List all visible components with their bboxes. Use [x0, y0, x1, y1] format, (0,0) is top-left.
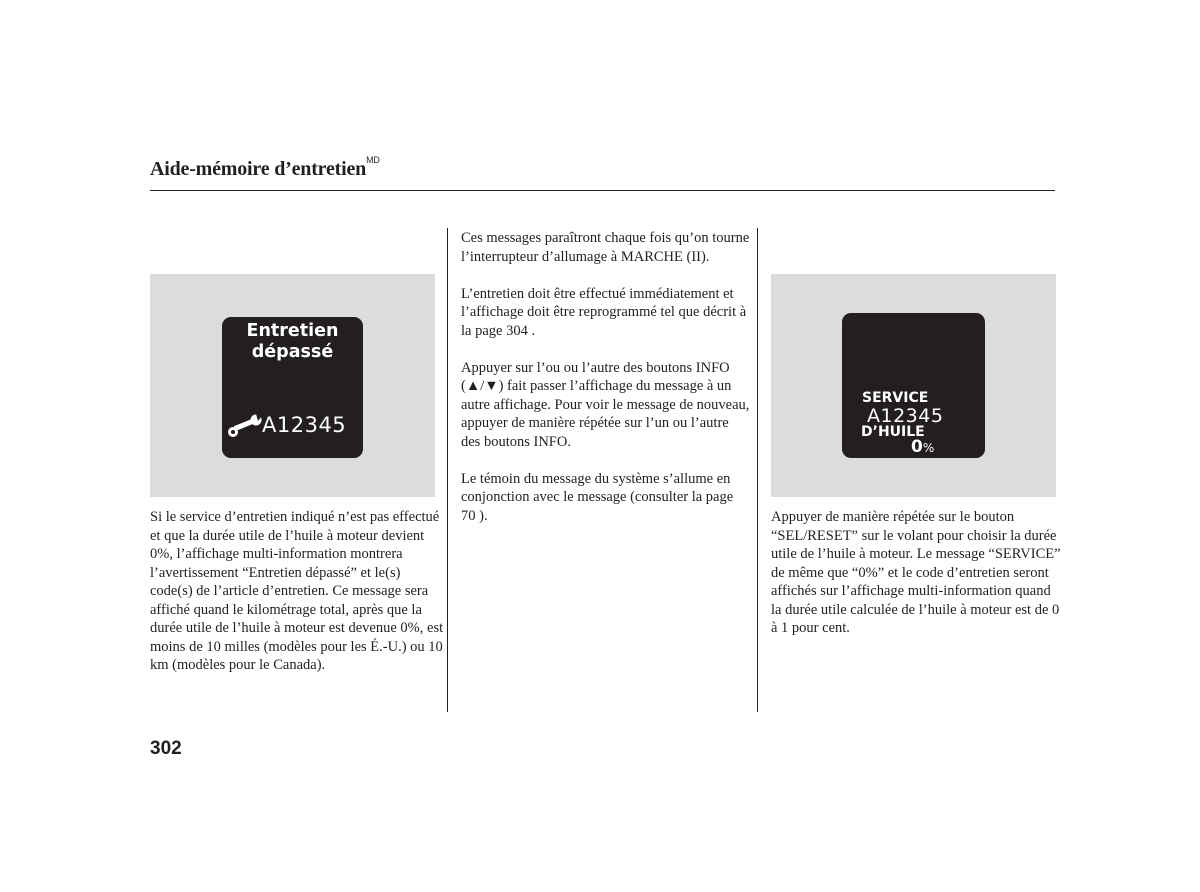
col1-paragraph: Si le service d’entretien indiqué n’est pas effectué et que la durée utile de l’huile à moteur devient 0%, l’affichage multi-information montrera l’avertissement “Entretien dépassé” et le(s) code(s) de l’article d’entretien. Ce message sera affiché quand le kilométrage total, après que la durée utile de l’huile à moteur est devenue 0%, est moins de 10 milles (modèles pour les É.-U.) ou 10 km (modèles pour le Canada). — [150, 509, 444, 673]
left-figure — [150, 274, 435, 497]
col2-paragraph-3: Appuyer sur l’ou ou l’autre des boutons INFO (▲/▼) fait passer l’affichage du message à un autre affichage. Pour voir le message de nouveau, appuyer de manière répétée sur l’un ou l’autre des boutons INFO. — [461, 359, 750, 450]
down-arrow-icon: ▼ — [484, 378, 499, 394]
page-number: 302 — [150, 738, 182, 759]
display-line-service: SERVICE — [862, 390, 929, 406]
col2-paragraph-1: Ces messages paraîtront chaque fois qu’on tourne l’interrupteur d’allumage à MARCHE (II). — [461, 230, 750, 265]
col3-paragraph: Appuyer de manière répétée sur le bouton “SEL/RESET” sur le volant pour choisir la durée utile de l’huile à moteur. Le message “SERVICE” de même que “0%” et le code d’entretien seront affichés sur l’affichage multi-information quand la durée utile calculée de l’huile à moteur est de 0 à 1 pour cent. — [771, 509, 1061, 636]
column-divider-1 — [447, 228, 448, 712]
col2-text — [461, 229, 751, 544]
column-divider-2 — [757, 228, 758, 712]
right-figure — [771, 274, 1056, 497]
title-rule — [150, 190, 1055, 191]
page-title: Aide-mémoire d’entretien$^{MD}$ — [150, 155, 380, 180]
col2-paragraph-2: L’entretien doit être effectué immédiatement et l’affichage doit être reprogrammé tel que décrit à la page 304 . — [461, 285, 747, 339]
service-oil-display — [842, 313, 985, 458]
display-line-dhuile: D’HUILE — [861, 424, 925, 440]
display-code-right: A12345 — [867, 405, 944, 427]
display-percent-sign: % — [922, 441, 935, 455]
display-percent — [911, 437, 934, 458]
display-line-entretien: Entretien — [246, 321, 339, 341]
display-code-left: A12345 — [262, 413, 347, 437]
trademark-superscript: MD — [366, 155, 380, 166]
maintenance-overdue-display — [222, 317, 363, 458]
wrench-icon — [226, 413, 262, 439]
col2-paragraph-4: Le témoin du message du système s’allume en conjonction avec le message (consulter la page 70 ). — [461, 470, 734, 524]
up-arrow-icon: ▲ — [465, 378, 481, 394]
display-percent-value: 0 — [911, 437, 923, 457]
display-line-depasse: dépassé — [251, 342, 334, 362]
